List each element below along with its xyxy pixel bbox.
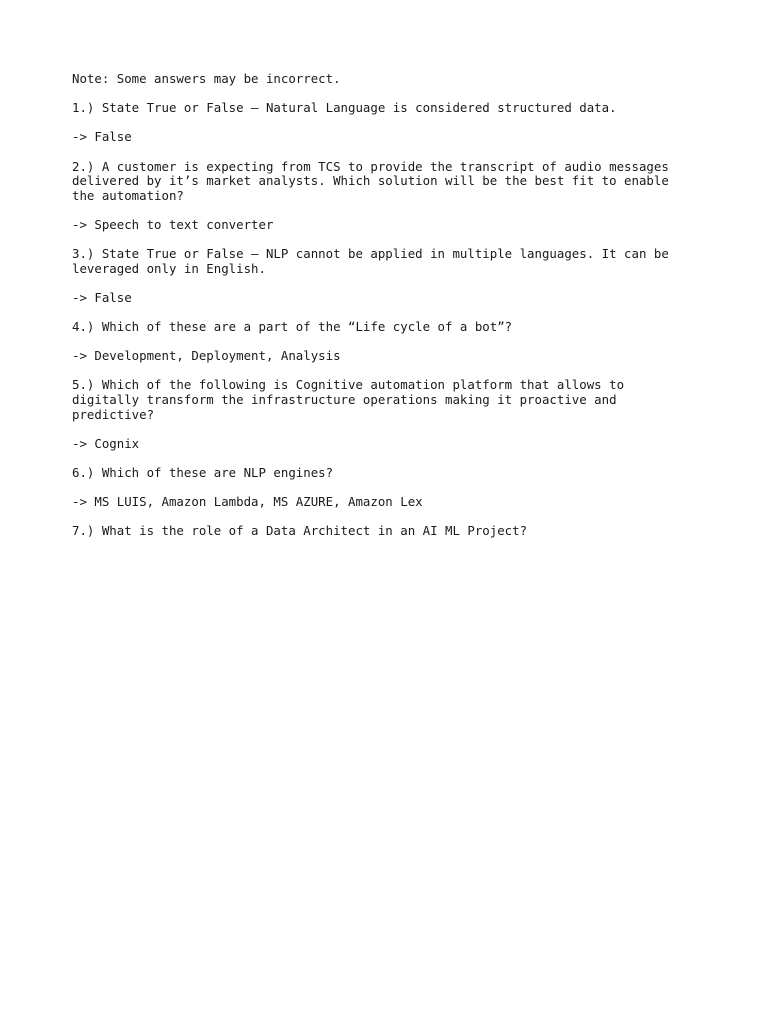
answer-2: -> Speech to text converter (72, 216, 274, 232)
question-5: 5.) Which of the following is Cognitive automation platform that allows to digitally transform the infrastructure operations making it proactive and predictive? (72, 377, 632, 422)
document-page (72, 72, 682, 554)
question-7: 7.) What is the role of a Data Architect in an AI ML Project? (72, 523, 528, 539)
note-text: Note: Some answers may be incorrect. (72, 71, 341, 86)
question-6: 6.) Which of these are NLP engines? (72, 465, 334, 481)
question-3: 3.) State True or False – NLP cannot be applied in multiple languages. It can be leveraged only in English. (72, 246, 677, 276)
answer-5: -> Cognix (72, 435, 140, 451)
question-1: 1.) State True or False – Natural Language is considered structured data. (72, 100, 617, 116)
answer-4: -> Development, Deployment, Analysis (72, 348, 341, 364)
question-4: 4.) Which of these are a part of the “Life cycle of a bot”? (72, 319, 513, 335)
question-2: 2.) A customer is expecting from TCS to provide the transcript of audio messages delivered by it’s market analysts. Which solution will be the best fit to enable the automation? (72, 158, 677, 203)
answer-6: -> MS LUIS, Amazon Lambda, MS AZURE, Amazon Lex (72, 494, 423, 510)
answer-3: -> False (72, 289, 132, 305)
answer-1: -> False (72, 129, 132, 145)
